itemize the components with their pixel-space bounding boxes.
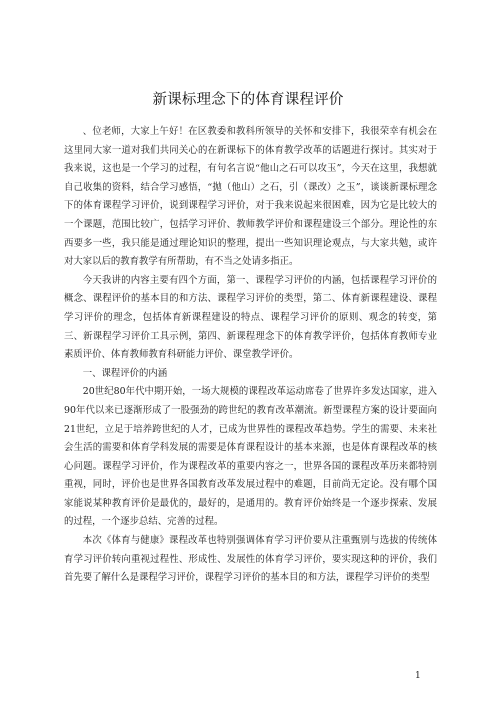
page-number: 1 — [415, 671, 421, 681]
section-heading: 一、课程评价的内涵 — [82, 367, 168, 379]
document-title: 新课标理念下的体育课程评价 — [152, 92, 344, 108]
paragraph-greeting: 、位老师，大家上午好！在区教委和教科所领导的关怀和安排下，我很荣幸有机会在这里同大家一道对我们共同关心的在新课标下的体育教学改革的话题进行探讨。其实对于我来说，这也是一个学习的过程，有句名言说“他山之石可以攻玉”，今天在这里，我想就自己收集的资料，结合学习感悟，“抛（他山）之石，引（课改）之玉”，谈谈新课标理念下的体育课程学习评价，说到课程学习评价，对于我来说起来很困难，因为它是比较大的一个课题，范围比较广，包括学习评价、教师教学评价和课程建设三个部分。理论性的东西要多一些，我只能是通过理论知识的整理，提出一些知识理论观点，与大家共勉，或许对大家以后的教育教学有所帮助，有不当之处请多指正。 — [64, 126, 437, 268]
paragraph-outline: 今天我讲的内容主要有四个方面，第一、课程学习评价的内涵，包括课程学习评价的概念、课程评价的基本目的和方法、课程学习评价的类型，第二、体育新课程建设、课程学习评价的理念，包括体育新课程建设的特点、课程学习评价的原则、观念的转变，第三、新课程学习评价工具示例，第四、新课程理念下的体育教学评价，包括体育教师专业素质评价、体育教师教育科研能力评价、课堂教学评价。 — [64, 274, 437, 361]
paragraph-history: 20世纪80年代中期开始，一场大规模的课程改革运动席卷了世界许多发达国家，进入90年代以来已逐渐形成了一股强劲的跨世纪的教育改革潮流。新型课程方案的设计要面向21世纪，立足于培养跨世纪的人才，已成为世界性的课程改革趋势。学生的需要、未来社会生活的需要和体育学科发展的需要是体育课程设计的基本来源，也是体育课程改革的核心问题。课程学习评价，作为课程改革的重要内容之一，世界各国的课程改革历来都特别重视，同时，评价也是世界各国教育改革发展过程中的难题，目前尚无定论。没有哪个国家能说某种教育评价是最优的，最好的，是通用的。教育评价始终是一个逐步探索、发展的过程，一个逐步总结、完善的过程。 — [64, 386, 437, 528]
paragraph-reform: 本次《体育与健康》课程改革也特别强调体育学习评价要从注重甄别与选拔的传统体育学习评价转向重视过程性、形成性、发展性的体育学习评价，要实现这种的评价，我们首先要了解什么是课程学习评价，课程学习评价的基本目的和方法，课程学习评价的类型 — [64, 535, 437, 584]
document-body — [64, 123, 437, 588]
